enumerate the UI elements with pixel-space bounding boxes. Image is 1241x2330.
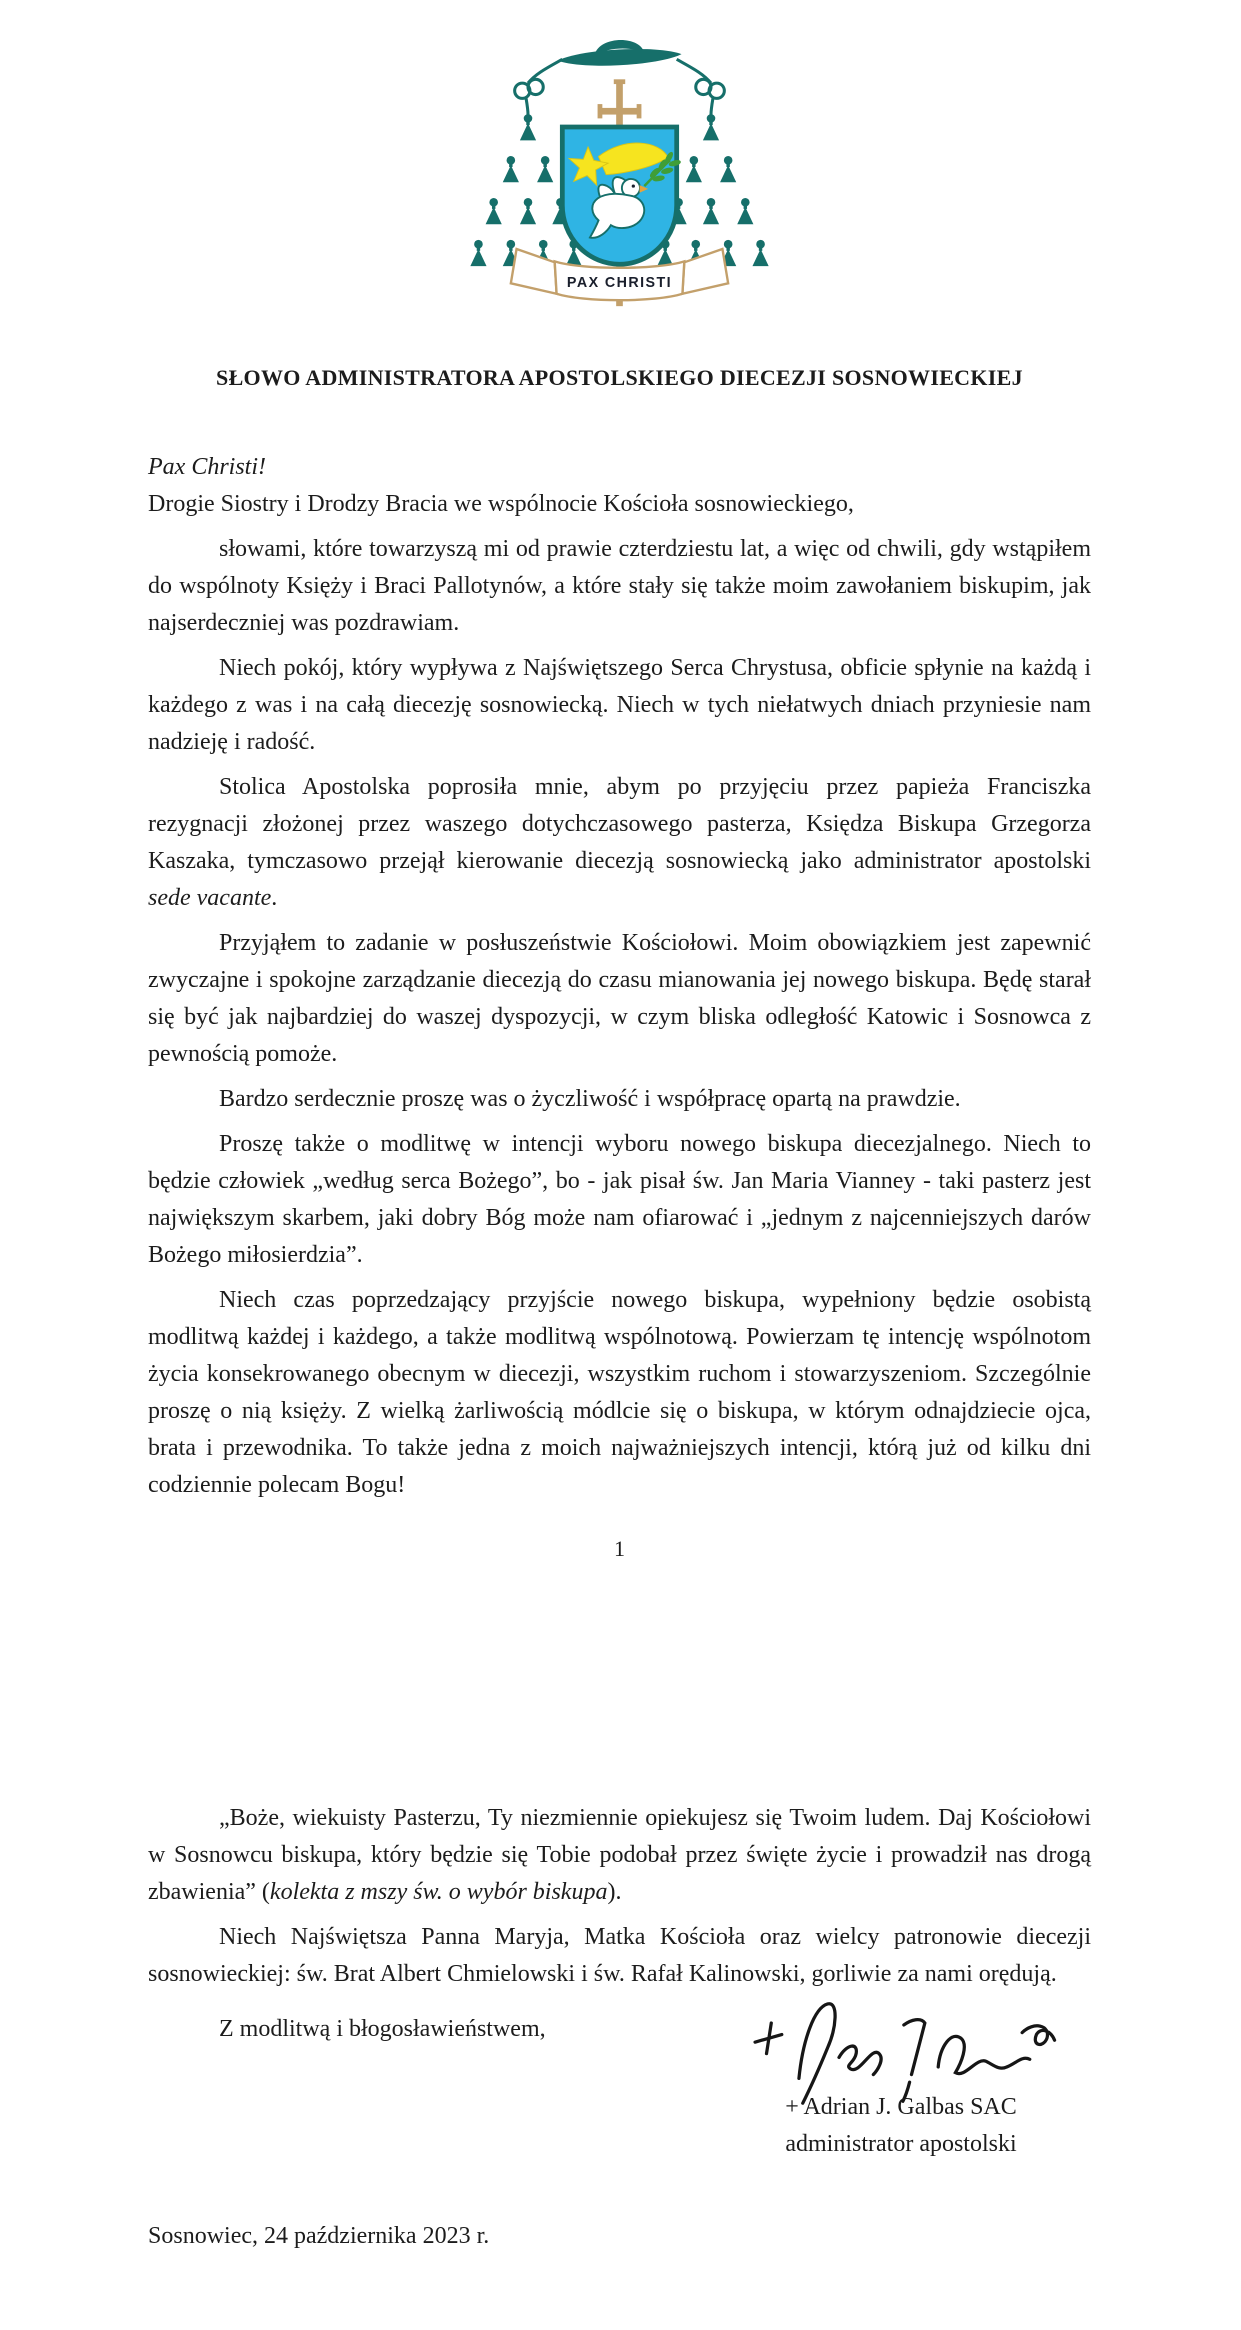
text-run: Niech Najświętsza Panna Maryja, Matka Kościoła oraz wielcy patronowie diecezji sosnowieckiej: św. Brat Albert Chmielowski i św. Rafał Kalinowski, gorliwie za nami orędują. bbox=[148, 1924, 1091, 1987]
body-paragraph-9 bbox=[148, 1919, 1091, 1993]
text-run: . bbox=[271, 885, 278, 911]
body-paragraph-8 bbox=[148, 1800, 1091, 1911]
closing-block bbox=[148, 2011, 1091, 2163]
body-paragraph-7 bbox=[148, 1282, 1091, 1504]
text-run: Niech czas poprzedzający przyjście nowego biskupa, wypełniony będzie osobistą modlitwą każdej i każdego, a także modlitwą wspólnotową. Powierzam tę intencję wspólnotom życia konsekrowanego obecnym w diecezji, wszystkim ruchom i stowarzyszeniom. Szczególnie proszę o nią księży. Z wielką żarliwością módlcie się o biskupa, w którym odnajdziecie ojca, brata i przewodnika. To także jedna z moich najważniejszych intencji, którą już od kilku dni codziennie polecam Bogu! bbox=[148, 1287, 1091, 1498]
text-run: „Boże, wiekuisty Pasterzu, Ty niezmiennie opiekujesz się Twoim ludem. Daj Kościołowi w Sosnowcu biskupa, który będzie się Tobie podobał przez święte życie i prowadził nas drogą zbawienia” ( bbox=[148, 1805, 1091, 1905]
page-number: 1 bbox=[614, 1536, 625, 1561]
salutation bbox=[148, 449, 1091, 523]
text-run: Przyjąłem to zadanie w posłuszeństwie Kościołowi. Moim obowiązkiem jest zapewnić zwyczajne i spokojne zarządzanie diecezją do czasu mianowania jej nowego biskupa. Będę starał się być jak najbardziej do waszej dyspozycji, w czym bliska odległość Katowic i Sosnowca z pewnością pomoże. bbox=[148, 930, 1091, 1067]
signer-role: administrator apostolski bbox=[785, 2131, 1017, 2157]
text-run: Stolica Apostolska poprosiła mnie, abym po przyjęciu przez papieża Franciszka rezygnacji złożonej przez waszego dotychczasowego pasterza, Księdza Biskupa Grzegorza Kaszaka, tymczasowo przejął kierowanie diecezją sosnowiecką jako administrator apostolski bbox=[148, 774, 1091, 874]
coat-of-arms bbox=[148, 0, 1091, 315]
text-run: kolekta z mszy św. o wybór biskupa bbox=[269, 1879, 608, 1905]
signature-block bbox=[711, 1983, 1091, 2163]
text-run: sede vacante bbox=[148, 885, 272, 911]
body-paragraph-4 bbox=[148, 925, 1091, 1073]
text-run: Niech pokój, który wypływa z Najświętszego Serca Chrystusa, obficie spłynie na każdą i każdego z was i na całą diecezję sosnowiecką. Niech w tych niełatwych dniach przyniesie nam nadzieję i radość. bbox=[148, 655, 1091, 755]
salutation-address: Drogie Siostry i Drodzy Bracia we wspólnocie Kościoła sosnowieckiego, bbox=[148, 491, 854, 517]
text-run: ). bbox=[607, 1879, 622, 1905]
coat-of-arms-icon bbox=[467, 24, 772, 310]
dateline: Sosnowiec, 24 października 2023 r. bbox=[148, 2223, 490, 2249]
crest-motto: PAX CHRISTI bbox=[566, 275, 673, 292]
signer-name: + Adrian J. Galbas SAC bbox=[785, 2094, 1017, 2120]
text-run: Proszę także o modlitwę w intencji wyboru nowego biskupa diecezjalnego. Niech to będzie człowiek „według serca Bożego”, bo - jak pisał św. Jan Maria Vianney - taki pasterz jest największym skarbem, jaki dobry Bóg może nam ofiarować i „jednym z najcenniejszych darów Bożego miłosierdzia”. bbox=[148, 1131, 1091, 1268]
body-paragraph-1 bbox=[148, 531, 1091, 642]
text-run: Bardzo serdecznie proszę was o życzliwość i współpracę opartą na prawdzie. bbox=[219, 1086, 961, 1112]
body-paragraph-2 bbox=[148, 650, 1091, 761]
salutation-latin: Pax Christi! bbox=[148, 454, 266, 480]
text-run: słowami, które towarzyszą mi od prawie czterdziestu lat, a więc od chwili, gdy wstąpiłem do wspólnoty Księży i Braci Pallotynów, a które stały się także moim zawołaniem biskupim, jak najserdeczniej was pozdrawiam. bbox=[148, 536, 1091, 636]
page-break-gap bbox=[148, 1564, 1091, 1792]
document-title: SŁOWO ADMINISTRATORA APOSTOLSKIEGO DIECEZJI SOSNOWIECKIEJ bbox=[216, 365, 1023, 390]
body-paragraph-6 bbox=[148, 1126, 1091, 1274]
closing-line: Z modlitwą i błogosławieństwem, bbox=[219, 2016, 546, 2042]
galero-hat-icon bbox=[557, 37, 682, 69]
body-paragraph-5 bbox=[148, 1081, 1091, 1118]
body-paragraph-3 bbox=[148, 769, 1091, 917]
